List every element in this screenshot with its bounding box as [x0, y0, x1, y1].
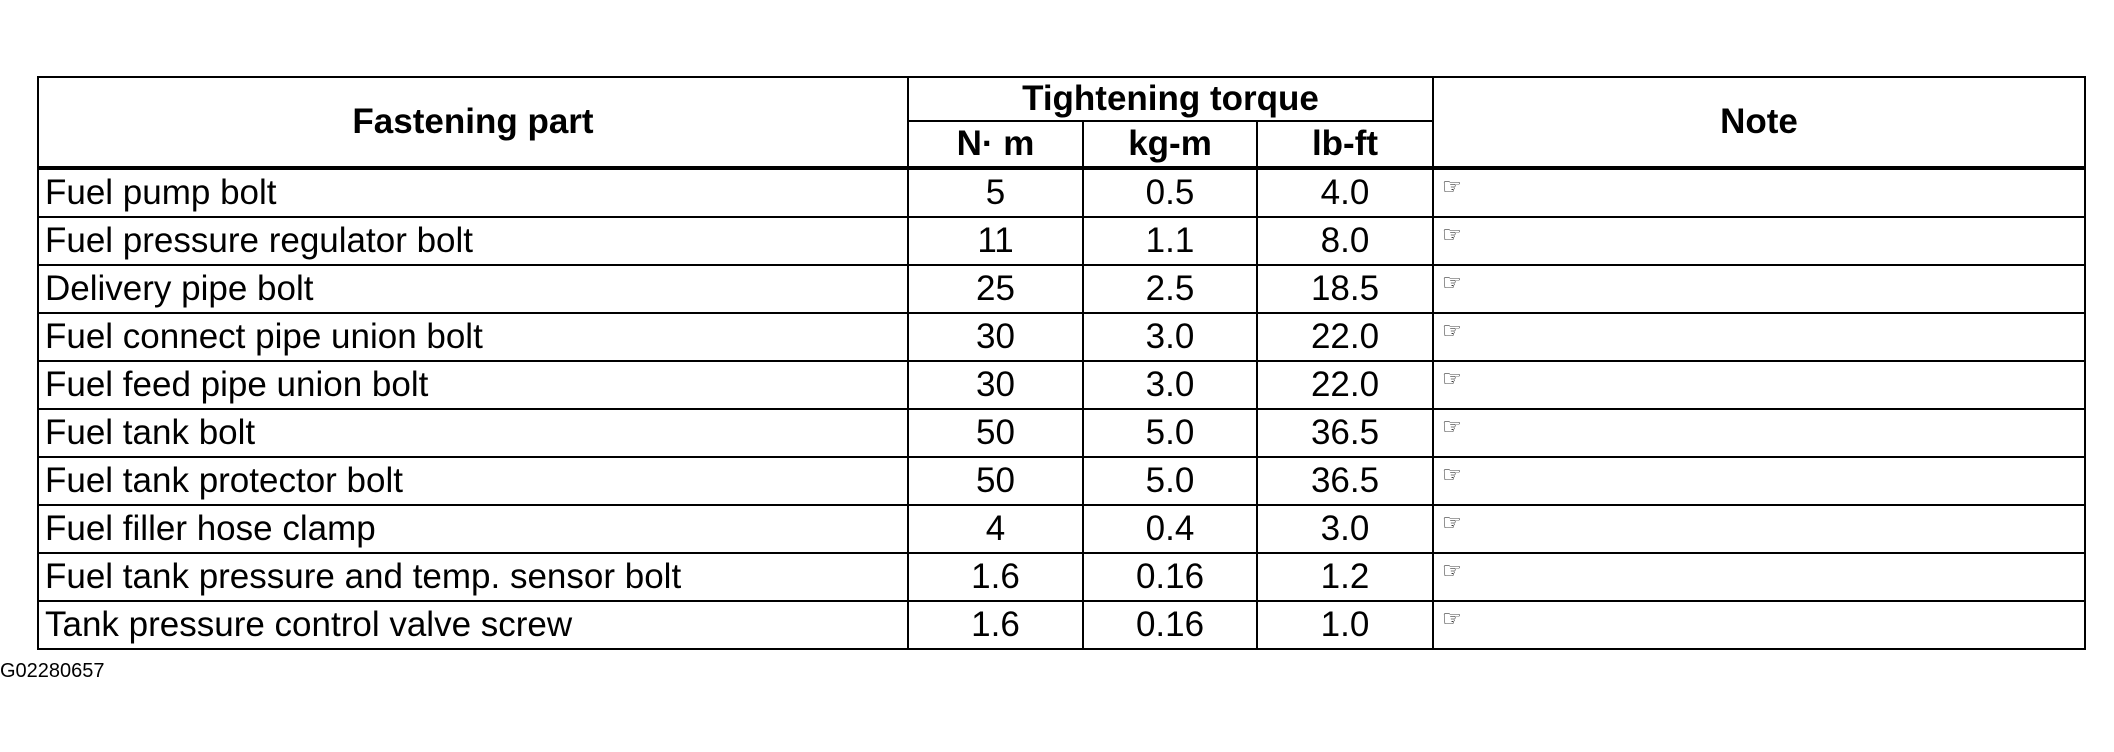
- cell-torque-kgm: 0.16: [1083, 553, 1257, 601]
- cell-fastening-part: Fuel connect pipe union bolt: [38, 313, 908, 361]
- cell-torque-nm: 5: [908, 168, 1083, 217]
- table-row: [38, 313, 2085, 361]
- cell-torque-lbft: 36.5: [1257, 457, 1433, 505]
- cell-torque-kgm: 0.16: [1083, 601, 1257, 649]
- cell-note: [1433, 553, 2085, 601]
- cell-note: [1433, 217, 2085, 265]
- table-row: [38, 217, 2085, 265]
- cell-torque-lbft: 1.2: [1257, 553, 1433, 601]
- cell-note: [1433, 505, 2085, 553]
- cell-note: [1433, 361, 2085, 409]
- cell-torque-kgm: 3.0: [1083, 313, 1257, 361]
- cell-torque-kgm: 3.0: [1083, 361, 1257, 409]
- cell-torque-lbft: 36.5: [1257, 409, 1433, 457]
- cell-torque-lbft: 22.0: [1257, 313, 1433, 361]
- cell-torque-kgm: 1.1: [1083, 217, 1257, 265]
- pointing-hand-icon[interactable]: ☞: [1442, 557, 1462, 583]
- cell-torque-nm: 1.6: [908, 601, 1083, 649]
- cell-torque-lbft: 22.0: [1257, 361, 1433, 409]
- cell-torque-kgm: 0.5: [1083, 168, 1257, 217]
- header-tightening-torque: Tightening torque: [908, 77, 1433, 121]
- header-fastening-part: Fastening part: [38, 77, 908, 168]
- pointing-hand-icon[interactable]: ☞: [1442, 365, 1462, 391]
- cell-torque-lbft: 8.0: [1257, 217, 1433, 265]
- cell-fastening-part: Fuel tank bolt: [38, 409, 908, 457]
- torque-specification-table: [37, 76, 2086, 650]
- header-note: Note: [1433, 77, 2085, 168]
- cell-fastening-part: Tank pressure control valve screw: [38, 601, 908, 649]
- cell-note: [1433, 265, 2085, 313]
- cell-note: [1433, 313, 2085, 361]
- header-unit-kgm: kg-m: [1083, 121, 1257, 168]
- cell-torque-kgm: 5.0: [1083, 409, 1257, 457]
- cell-torque-kgm: 2.5: [1083, 265, 1257, 313]
- pointing-hand-icon[interactable]: ☞: [1442, 509, 1462, 535]
- table-row: [38, 553, 2085, 601]
- table-row: [38, 505, 2085, 553]
- table-row: [38, 601, 2085, 649]
- pointing-hand-icon[interactable]: ☞: [1442, 173, 1462, 199]
- cell-torque-lbft: 18.5: [1257, 265, 1433, 313]
- pointing-hand-icon[interactable]: ☞: [1442, 317, 1462, 343]
- cell-fastening-part: Fuel pressure regulator bolt: [38, 217, 908, 265]
- cell-torque-nm: 50: [908, 409, 1083, 457]
- header-unit-lbft: lb-ft: [1257, 121, 1433, 168]
- cell-fastening-part: Fuel filler hose clamp: [38, 505, 908, 553]
- cell-torque-lbft: 1.0: [1257, 601, 1433, 649]
- pointing-hand-icon[interactable]: ☞: [1442, 461, 1462, 487]
- cell-torque-nm: 30: [908, 361, 1083, 409]
- header-unit-nm: N· m: [908, 121, 1083, 168]
- pointing-hand-icon[interactable]: ☞: [1442, 605, 1462, 631]
- cell-torque-nm: 1.6: [908, 553, 1083, 601]
- cell-fastening-part: Fuel tank pressure and temp. sensor bolt: [38, 553, 908, 601]
- pointing-hand-icon[interactable]: ☞: [1442, 269, 1462, 295]
- cell-note: [1433, 409, 2085, 457]
- table-row: [38, 168, 2085, 217]
- cell-fastening-part: Fuel pump bolt: [38, 168, 908, 217]
- cell-torque-lbft: 3.0: [1257, 505, 1433, 553]
- cell-torque-kgm: 0.4: [1083, 505, 1257, 553]
- table-row: [38, 265, 2085, 313]
- figure-code: G02280657: [0, 660, 105, 682]
- cell-fastening-part: Delivery pipe bolt: [38, 265, 908, 313]
- table-row: [38, 409, 2085, 457]
- cell-torque-nm: 11: [908, 217, 1083, 265]
- cell-note: [1433, 168, 2085, 217]
- cell-note: [1433, 457, 2085, 505]
- cell-torque-nm: 25: [908, 265, 1083, 313]
- table-row: [38, 361, 2085, 409]
- cell-fastening-part: Fuel tank protector bolt: [38, 457, 908, 505]
- cell-note: [1433, 601, 2085, 649]
- cell-torque-nm: 4: [908, 505, 1083, 553]
- pointing-hand-icon[interactable]: ☞: [1442, 413, 1462, 439]
- cell-torque-lbft: 4.0: [1257, 168, 1433, 217]
- cell-torque-nm: 30: [908, 313, 1083, 361]
- cell-fastening-part: Fuel feed pipe union bolt: [38, 361, 908, 409]
- cell-torque-kgm: 5.0: [1083, 457, 1257, 505]
- pointing-hand-icon[interactable]: ☞: [1442, 221, 1462, 247]
- cell-torque-nm: 50: [908, 457, 1083, 505]
- table-row: [38, 457, 2085, 505]
